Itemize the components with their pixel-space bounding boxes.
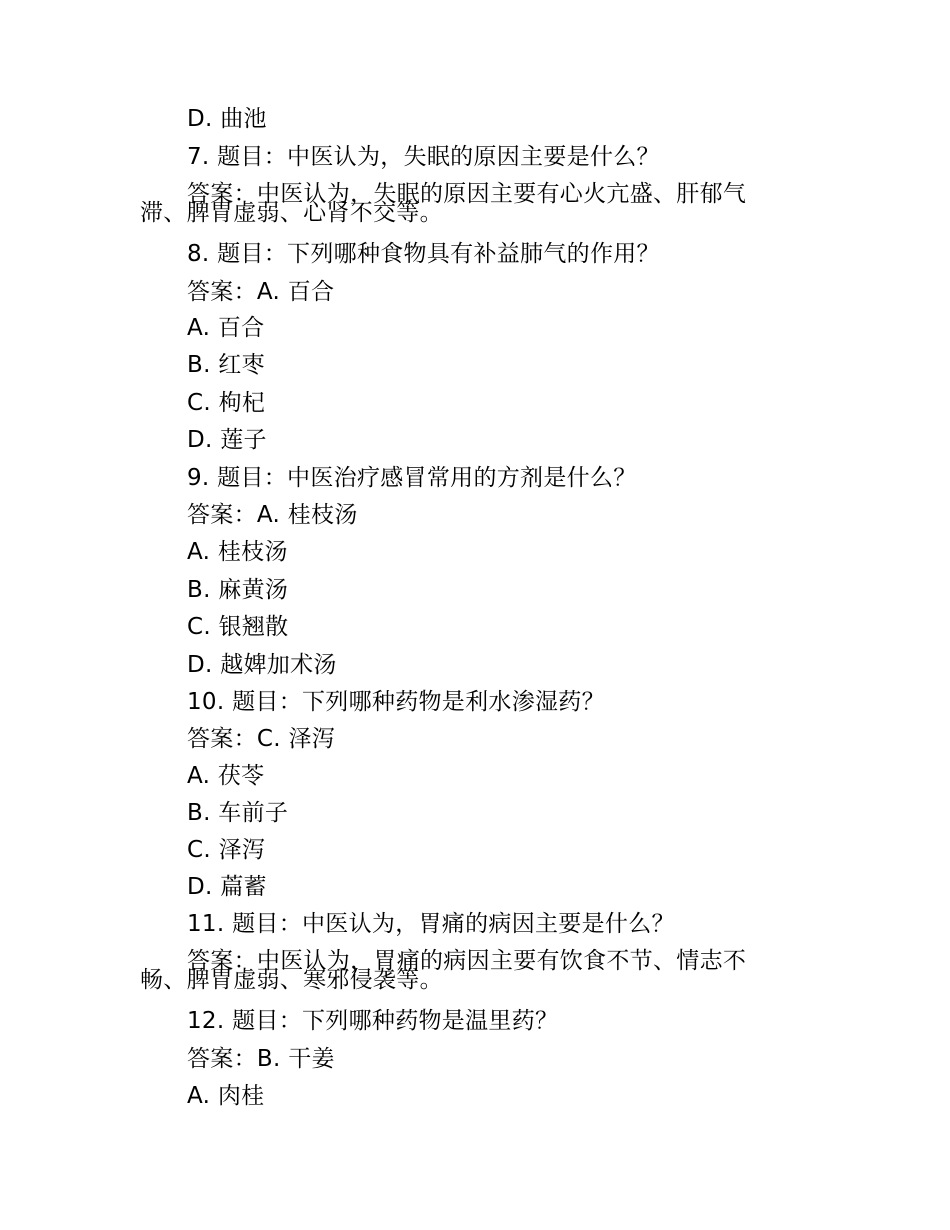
option-line: C. 银翘散 [187, 614, 289, 640]
answer-line: 答案：A. 百合 [187, 279, 335, 305]
answer-line: 答案：中医认为，失眠的原因主要有心火亢盛、肝郁气 [187, 181, 747, 207]
option-line: A. 百合 [187, 315, 265, 341]
option-line: D. 越婢加术汤 [187, 652, 337, 678]
answer-paragraph [140, 181, 800, 227]
option-line: B. 车前子 [187, 800, 289, 826]
answer-line-continued: 滞、脾胃虚弱、心肾不交等。 [140, 200, 443, 226]
answer-line: 答案：中医认为，胃痛的病因主要有饮食不节、情志不 [187, 948, 747, 974]
option-line: A. 肉桂 [187, 1083, 265, 1109]
option-line: C. 枸杞 [187, 390, 266, 416]
option-line: B. 红枣 [187, 352, 265, 378]
option-line: B. 麻黄汤 [187, 577, 289, 603]
option-line: A. 桂枝汤 [187, 539, 288, 565]
option-line: D. 莲子 [187, 427, 267, 453]
option-line: A. 茯苓 [187, 763, 265, 789]
answer-line: 答案：C. 泽泻 [187, 726, 336, 752]
answer-line-continued: 畅、脾胃虚弱、寒邪侵袭等。 [140, 967, 443, 993]
answer-paragraph [140, 948, 800, 994]
answer-line: 答案：B. 干姜 [187, 1046, 335, 1072]
option-line: C. 泽泻 [187, 837, 266, 863]
question-line: 10. 题目：下列哪种药物是利水渗湿药？ [187, 689, 605, 715]
question-line: 8. 题目：下列哪种食物具有补益肺气的作用？ [187, 241, 660, 267]
question-line: 12. 题目：下列哪种药物是温里药？ [187, 1008, 559, 1034]
option-line: D. 曲池 [187, 106, 267, 132]
option-line: D. 萹蓄 [187, 874, 267, 900]
question-line: 11. 题目：中医认为，胃痛的病因主要是什么？ [187, 911, 675, 937]
question-line: 7. 题目：中医认为，失眠的原因主要是什么？ [187, 144, 660, 170]
answer-line: 答案：A. 桂枝汤 [187, 502, 358, 528]
question-line: 9. 题目：中医治疗感冒常用的方剂是什么？ [187, 465, 637, 491]
